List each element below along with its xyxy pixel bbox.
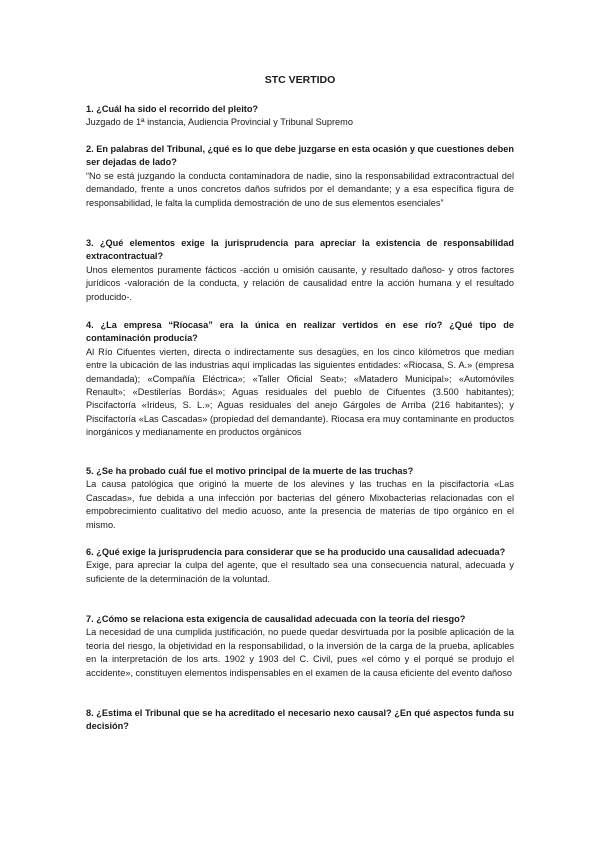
question-1: 1. ¿Cuál ha sido el recorrido del pleito? [86, 104, 259, 114]
answer-7: La necesidad de una cumplida justificación, no puede quedar desvirtuada por la posible aplicación de la teoría del riesgo, la objetividad en la responsabilidad, o la inversión de la carga de la prueba, aplicables en la interpretación de los arts. 1902 y 1903 del C. Civil, pues «el cómo y el porqué se produjo el accidente», constituyen elementos indispensables en el examen de la causa eficiente del evento dañoso [86, 627, 514, 678]
question-6: 6. ¿Qué exige la jurisprudencia para considerar que se ha producido una causalidad adecuada? [86, 547, 506, 557]
answer-2: “No se está juzgando la conducta contaminadora de nadie, sino la responsabilidad extracontractual del demandado, frente a unos concretos daños sufridos por el demandante; y a esa específica figura de responsabilidad, le falta la cumplida demostración de uno de sus elementos esenciales” [86, 170, 514, 208]
answer-3: Unos elementos puramente fácticos -acción u omisión causante, y resultado dañoso- y otros factores jurídicos -valoración de la conducta, y relación de causalidad entre la acción humana y el resultado producido-. [86, 264, 514, 302]
question-5: 5. ¿Se ha probado cuál fue el motivo principal de la muerte de las truchas? [86, 466, 414, 476]
answer-1: Juzgado de 1ª instancia, Audiencia Provincial y Tribunal Supremo [86, 117, 353, 128]
question-8: 8. ¿Estima el Tribunal que se ha acreditado el necesario nexo causal? ¿En qué aspectos funda su decisión? [86, 708, 514, 732]
answer-5: La causa patológica que originó la muerte de los alevines y las truchas en la piscifactoría «Las Cascadas», fue debida a una infección por bacterias del género Mixobacterias relacionadas con el empobrecimiento cualitativo del medio acuoso, ante la presencia de materias de tipo orgánico en el mismo. [86, 479, 514, 530]
qa-item-3 [86, 237, 514, 304]
qa-item-2 [86, 143, 514, 210]
qa-item-5 [86, 465, 514, 532]
question-7: 7. ¿Cómo se relaciona esta exigencia de causalidad adecuada con la teoría del riesgo? [86, 614, 466, 624]
question-4: 4. ¿La empresa “Ríocasa” era la única en realizar vertidos en ese río? ¿Qué tipo de contaminación producía? [86, 320, 514, 344]
qa-item-8 [86, 707, 514, 734]
answer-4: Al Río Cifuentes vierten, directa o indirectamente sus desagües, en los cinco kilómetros que median entre la ubicación de las industrias aquí implicadas las siguientes entidades: «Riocasa, S. A.» (empresa demandada); «Compañía Eléctrica»; «Taller Oficial Seat»; «Matadero Municipal»; «Automóviles Renault»; «Destilerías Bordás»; Aguas residuales del pueblo de Cifuentes (3.500 habitantes); Piscifactoría «Irideus, S. L.»; Aguas residuales del anejo Gárgoles de Arriba (216 habitantes); y Piscifactoría «Las Cascadas» (propiedad del demandante). Riocasa era muy contaminante en productos inorgánicos y medianamente en productos orgánicos [86, 346, 514, 438]
qa-item-7 [86, 613, 514, 680]
document-title: STC VERTIDO [264, 74, 336, 86]
qa-item-4 [86, 319, 514, 440]
qa-item-6 [86, 546, 514, 586]
qa-item-1 [86, 103, 514, 130]
question-3: 3. ¿Qué elementos exige la jurisprudencia para apreciar la existencia de responsabilidad extracontractual? [86, 238, 514, 262]
answer-6: Exige, para apreciar la culpa del agente, que el resultado sea una consecuencia natural, adecuada y suficiente de la determinación de la voluntad. [86, 560, 514, 584]
question-2: 2. En palabras del Tribunal, ¿qué es lo que debe juzgarse en esta ocasión y que cuestiones deben ser dejadas de lado? [86, 144, 514, 168]
